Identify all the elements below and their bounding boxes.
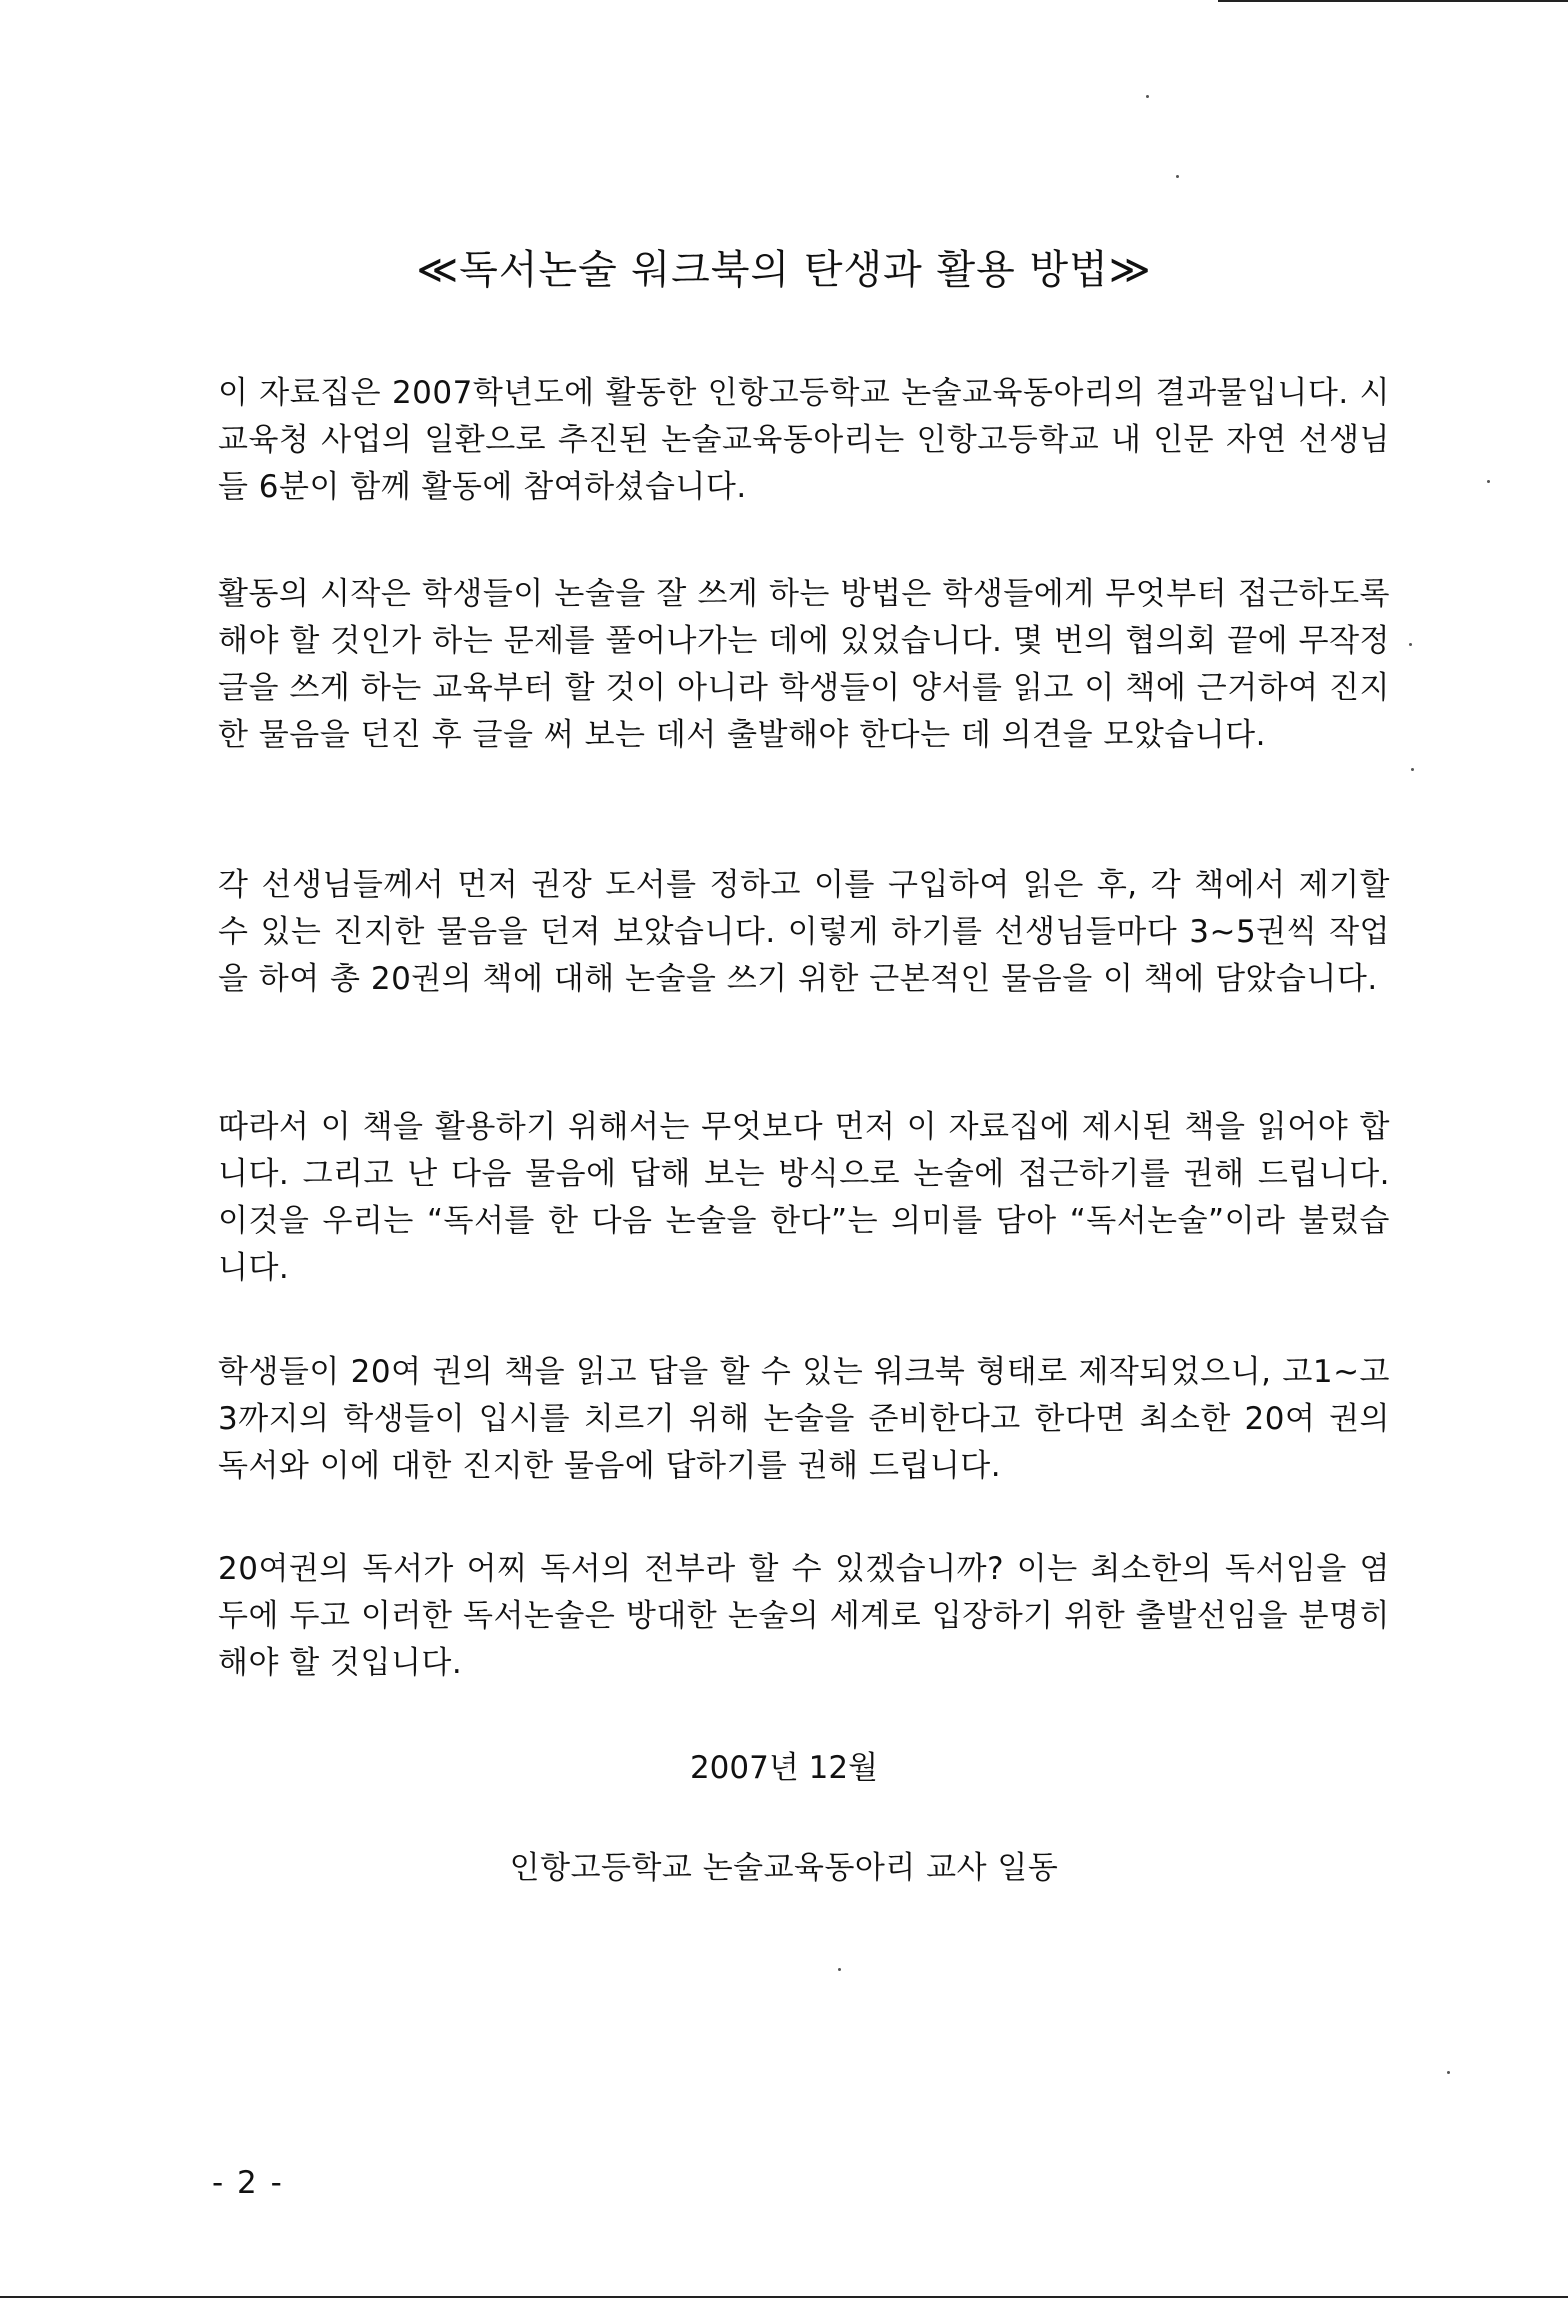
paragraph: 20여권의 독서가 어찌 독서의 전부라 할 수 있겠습니까? 이는 최소한의 독서임을 염두에 두고 이러한 독서논술은 방대한 논술의 세계로 입장하기 위한 출발선임을 분명히 해야 할 것입니다. xyxy=(218,1551,1390,1681)
paragraph: 활동의 시작은 학생들이 논술을 잘 쓰게 하는 방법은 학생들에게 무엇부터 접근하도록 해야 할 것인가 하는 문제를 풀어나가는 데에 있었습니다. 몇 번의 협의회 끝에 무작정 글을 쓰게 하는 교육부터 할 것이 아니라 학생들이 양서를 읽고 이 책에 근거하여 진지한 물음을 던진 후 글을 써 보는 데서 출발해야 한다는 데 의견을 모았습니다. xyxy=(218,576,1390,753)
scan-speck xyxy=(1409,643,1412,646)
scan-speck xyxy=(1176,175,1179,178)
scan-edge-top xyxy=(1218,0,1568,2)
scan-speck xyxy=(1447,2071,1450,2074)
scan-speck xyxy=(1146,95,1149,98)
document-title: ≪독서논술 워크북의 탄생과 활용 방법≫ xyxy=(416,247,1152,293)
scan-speck xyxy=(838,1968,841,1971)
paragraph: 이 자료집은 2007학년도에 활동한 인항고등학교 논술교육동아리의 결과물입니다. 시교육청 사업의 일환으로 추진된 논술교육동아리는 인항고등학교 내 인문 자연 선생님들 6분이 함께 활동에 참여하셨습니다. xyxy=(218,375,1390,505)
paragraph: 학생들이 20여 권의 책을 읽고 답을 할 수 있는 워크북 형태로 제작되었으니, 고1~고3까지의 학생들이 입시를 치르기 위해 논술을 준비한다고 한다면 최소한 20여 권의 독서와 이에 대한 진지한 물음에 답하기를 권해 드립니다. xyxy=(218,1354,1390,1484)
scan-speck xyxy=(1487,480,1490,483)
document-signature: 인항고등학교 논술교육동아리 교사 일동 xyxy=(509,1850,1059,1886)
scan-speck xyxy=(1411,768,1414,771)
document-date: 2007년 12월 xyxy=(689,1750,879,1786)
page-number: - 2 - xyxy=(212,2165,284,2201)
paragraph: 각 선생님들께서 먼저 권장 도서를 정하고 이를 구입하여 읽은 후, 각 책에서 제기할 수 있는 진지한 물음을 던져 보았습니다. 이렇게 하기를 선생님들마다 3~5권씩 작업을 하여 총 20권의 책에 대해 논술을 쓰기 위한 근본적인 물음을 이 책에 담았습니다. xyxy=(218,867,1390,997)
paragraph: 따라서 이 책을 활용하기 위해서는 무엇보다 먼저 이 자료집에 제시된 책을 읽어야 합니다. 그리고 난 다음 물음에 답해 보는 방식으로 논술에 접근하기를 권해 드립니다. 이것을 우리는 “독서를 한 다음 논술을 한다”는 의미를 담아 “독서논술”이라 불렀습니다. xyxy=(218,1109,1390,1286)
